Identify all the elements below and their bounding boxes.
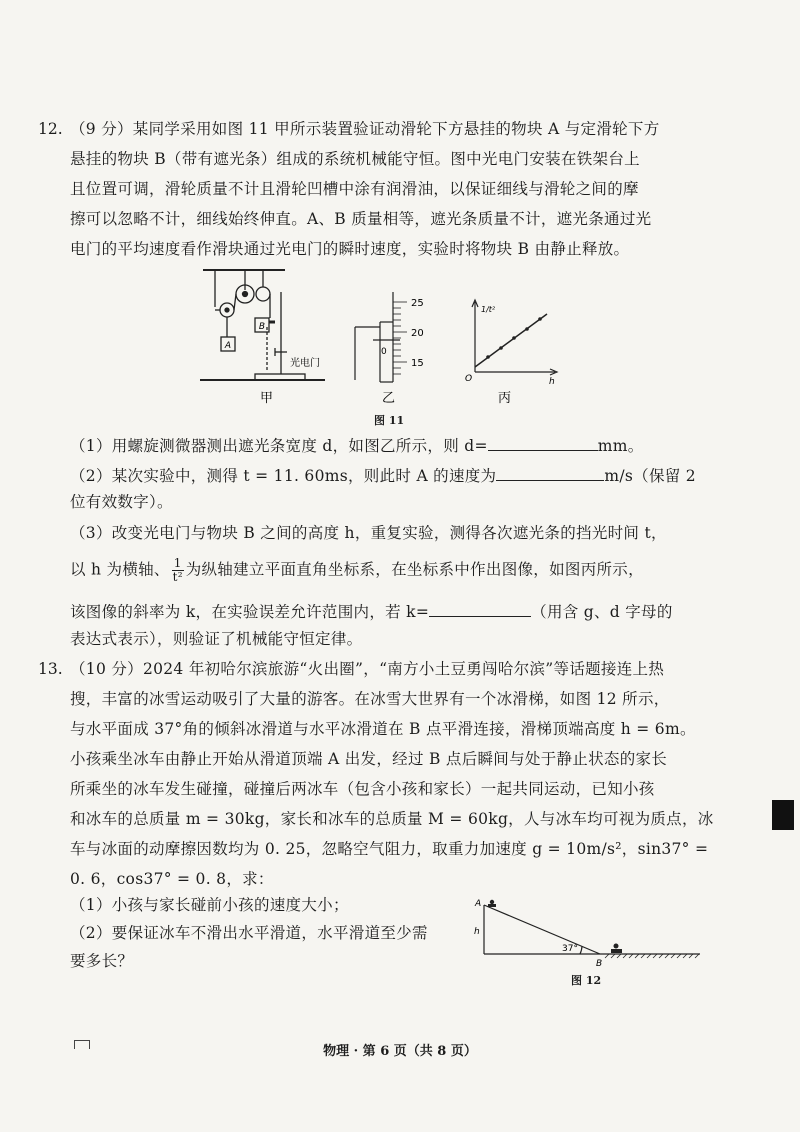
q12-sub1-text: （1）用螺旋测微器测出遮光条宽度 d，如图乙所示，则 d= xyxy=(70,437,488,455)
figure-11-scale-15: 15 xyxy=(411,358,424,369)
q13-line-3: 与水平面成 37°角的倾斜冰滑道与水平冰滑道在 B 点平滑连接，滑梯顶端高度 h = 6m。 xyxy=(70,720,696,738)
figure-12-label-h: h xyxy=(474,927,480,937)
figure-11-scale-0: 0 xyxy=(381,347,387,357)
q13-sub2-line2: 要多长？ xyxy=(70,952,134,970)
figure-11-scale-25: 25 xyxy=(411,298,424,309)
q12-sub3-line2b: 为纵轴建立平面直角坐标系，在坐标系中作出图像，如图丙所示， xyxy=(185,560,644,579)
q12-sub3-frac-top: 1 xyxy=(173,556,182,570)
figure-11-origin: O xyxy=(465,374,473,384)
figure-11-label-b: B xyxy=(258,322,266,332)
figure-12-slide xyxy=(484,905,700,954)
q12-sub3-line2a: 以 h 为横轴、 xyxy=(70,560,170,579)
figure-11-gate-label: 光电门 xyxy=(290,358,320,369)
q13-sub1: （1）小孩与家长碰前小孩的速度大小； xyxy=(70,896,349,914)
figure-11-jia-label: 甲 xyxy=(260,391,274,406)
figure-12 xyxy=(470,890,730,970)
q12-line-1: （9 分）某同学采用如图 11 甲所示装置验证动滑轮下方悬挂的物块 A 与定滑轮下方 xyxy=(70,120,660,138)
q12-sub1 xyxy=(70,434,730,457)
page-edge-marker xyxy=(772,800,794,830)
figure-12-sleds xyxy=(488,900,622,953)
q13-line-5: 所乘坐的冰车发生碰撞，碰撞后两冰车（包含小孩和家长）一起共同运动，已知小孩 xyxy=(70,780,655,798)
q12-line-2: 悬挂的物块 B（带有遮光条）组成的系统机械能守恒。图中光电门安装在铁架台上 xyxy=(70,150,640,168)
q12-sub3-line3-text: 该图像的斜率为 k，在实验误差允许范围内，若 k= xyxy=(70,603,430,621)
page-footer: 物理 · 第 6 页（共 8 页） xyxy=(323,1044,477,1059)
q12-sub3-frac-bot: t² xyxy=(172,570,183,584)
q13-line-6: 和冰车的总质量 m = 30kg，家长和冰车的总质量 M = 60kg，人与冰车均可视为质点，冰 xyxy=(70,810,714,828)
q12-sub3-line3 xyxy=(70,600,730,623)
q12-sub2 xyxy=(70,464,730,487)
q12-sub3-line2 xyxy=(70,557,730,584)
q13-line-7: 车与冰面的动摩擦因数均为 0. 25，忽略空气阻力，取重力加速度 g = 10m/s²，sin37° = xyxy=(70,840,709,858)
figure-12-label-b: B xyxy=(596,959,603,969)
q12-sub3-line3-tail: （用含 g、d 字母的 xyxy=(531,603,673,621)
q13-number: 13. xyxy=(38,660,63,678)
q13-sub2-line1: （2）要保证冰车不滑出水平滑道，水平滑道至少需 xyxy=(70,924,428,942)
figure-11-axis-x: h xyxy=(549,377,555,387)
q12-sub3-line1: （3）改变光电门与物块 B 之间的高度 h，重复实验，测得各次遮光条的挡光时间 t， xyxy=(70,524,667,542)
q12-line-5: 电门的平均速度看作滑块通过光电门的瞬时速度，实验时将物块 B 由静止释放。 xyxy=(70,240,630,258)
q12-sub2-blank[interactable] xyxy=(496,464,604,481)
figure-11-scale-20: 20 xyxy=(411,328,424,339)
figure-11-caption: 图 11 xyxy=(374,414,405,427)
figure-11-yi-ticks xyxy=(393,302,407,374)
q12-sub2-unit: m/s（保留 2 xyxy=(604,467,696,485)
figure-11 xyxy=(195,262,575,412)
q12-sub3-blank[interactable] xyxy=(429,600,531,617)
figure-11-axis-y: 1/t² xyxy=(481,305,496,314)
figure-12-caption: 图 12 xyxy=(571,974,602,987)
q12-number: 12. xyxy=(38,120,63,138)
figure-11-yi-micrometer xyxy=(355,292,400,382)
q13-line-4: 小孩乘坐冰车由静止开始从滑道顶端 A 出发，经过 B 点后瞬间与处于静止状态的家长 xyxy=(70,750,668,768)
q13-line-2: 搜，丰富的冰雪运动吸引了大量的游客。在冰雪大世界有一个冰滑梯，如图 12 所示， xyxy=(70,690,670,708)
q13-line-1: （10 分）2024 年初哈尔滨旅游“火出圈”，“南方小土豆勇闯哈尔滨”等话题接连上热 xyxy=(70,660,665,678)
q12-sub3-fraction xyxy=(172,557,184,584)
q12-sub2-text: （2）某次实验中，测得 t = 11. 60ms，则此时 A 的速度为 xyxy=(70,467,497,485)
q12-line-4: 擦可以忽略不计，细线始终伸直。A、B 质量相等，遮光条质量不计，遮光条通过光 xyxy=(70,210,652,228)
q12-line-3: 且位置可调，滑轮质量不计且滑轮凹槽中涂有润滑油，以保证细线与滑轮之间的摩 xyxy=(70,180,639,198)
q12-sub2-line2: 位有效数字）。 xyxy=(70,493,173,511)
figure-12-angle: 37° xyxy=(562,944,578,954)
q12-sub1-unit: mm。 xyxy=(597,437,644,455)
figure-12-label-a: A xyxy=(475,899,482,909)
figure-11-yi-label: 乙 xyxy=(382,391,396,406)
q12-sub3-line4: 表达式表示），则验证了机械能守恒定律。 xyxy=(70,630,363,648)
q13-line-8: 0. 6，cos37° = 0. 8，求： xyxy=(70,870,274,888)
figure-11-bing-label: 丙 xyxy=(498,391,512,406)
figure-11-label-a: A xyxy=(224,341,232,351)
q12-sub1-blank[interactable] xyxy=(488,434,598,451)
